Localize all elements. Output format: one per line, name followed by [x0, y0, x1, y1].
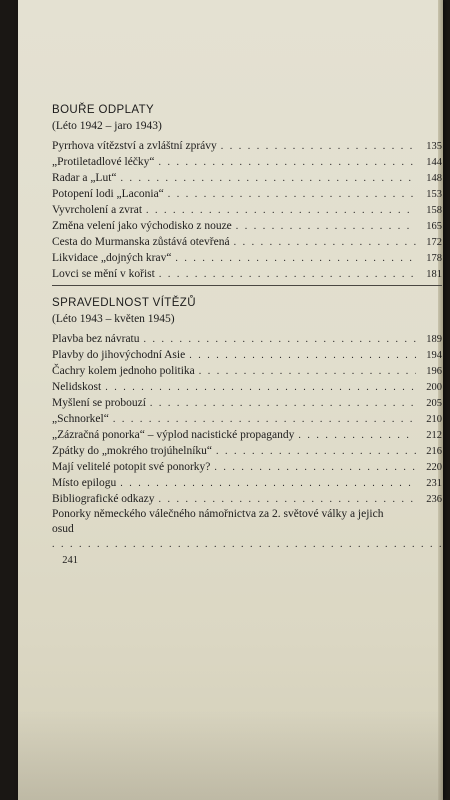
- toc-entry: [52, 379, 442, 395]
- page-number: 231: [426, 478, 442, 489]
- entry-title: Změna velení jako východisko z nouze: [52, 220, 232, 232]
- toc-entry: [52, 186, 442, 202]
- section-subtitle: (Léto 1942 – jaro 1943): [52, 120, 162, 132]
- toc-entry: [52, 427, 442, 443]
- dot-leader: [159, 492, 416, 508]
- page-number: 220: [426, 462, 442, 473]
- page-number: 135: [426, 141, 442, 152]
- page-number: 216: [426, 446, 442, 457]
- toc-entry: [52, 395, 442, 411]
- page-number: 196: [426, 366, 442, 377]
- dot-leader: [168, 187, 416, 203]
- section-subtitle: (Léto 1943 – květen 1945): [52, 313, 175, 325]
- page-number: 200: [426, 382, 442, 393]
- section-title: BOUŘE ODPLATY: [52, 104, 155, 116]
- dot-leader: [144, 332, 417, 348]
- toc-entry: [52, 331, 442, 347]
- dot-leader: [175, 251, 416, 267]
- entry-title: Pyrrhova vítězství a zvláštní zprávy: [52, 140, 217, 152]
- toc-entry: [52, 507, 442, 569]
- dot-leader: [120, 476, 416, 492]
- page-number: 181: [426, 269, 442, 280]
- dot-leader: [150, 396, 416, 412]
- dot-leader: [121, 171, 417, 187]
- toc-entry: [52, 202, 442, 218]
- toc-entry: [52, 138, 442, 154]
- entry-title: Bibliografické odkazy: [52, 493, 155, 505]
- page-number: 165: [426, 221, 442, 232]
- toc-entry: [52, 170, 442, 186]
- page-number: 205: [426, 398, 442, 409]
- dot-leader: [221, 139, 416, 155]
- toc-entry: [52, 411, 442, 427]
- section-title: SPRAVEDLNOST VÍTĚZŮ: [52, 297, 196, 309]
- dot-leader: [189, 348, 416, 364]
- entry-title: Vyvrcholení a zvrat: [52, 204, 143, 216]
- page-number: 189: [426, 334, 442, 345]
- page-number: 178: [426, 253, 442, 264]
- entry-title: Myšlení se probouzí: [52, 397, 146, 409]
- page-number: 236: [426, 494, 442, 505]
- entry-title: Radar a „Lut“: [52, 172, 117, 184]
- entry-title: Mají velitelé potopit své ponorky?: [52, 461, 211, 473]
- page-number: 144: [426, 157, 442, 168]
- entry-title: Potopení lodi „Laconia“: [52, 188, 164, 200]
- dot-leader: [113, 412, 416, 428]
- toc-list: [52, 138, 442, 282]
- entry-title: Čachry kolem jednoho politika: [52, 365, 195, 377]
- page-number: 172: [426, 237, 442, 248]
- dot-leader: [146, 203, 416, 219]
- dot-leader: [216, 444, 416, 460]
- toc-entry: [52, 491, 442, 507]
- page-number: 153: [426, 189, 442, 200]
- toc-entry: [52, 234, 442, 250]
- dot-leader: [159, 155, 416, 171]
- dot-leader: [214, 460, 416, 476]
- dot-leader: [234, 235, 416, 251]
- toc-entry: [52, 266, 442, 282]
- entry-title: Plavby do jihovýchodní Asie: [52, 349, 186, 361]
- toc-entry: [52, 475, 442, 491]
- entry-title: „Protiletadlové léčky“: [52, 156, 155, 168]
- entry-title: „Schnorkel“: [52, 413, 109, 425]
- entry-title: Plavba bez návratu: [52, 333, 140, 345]
- page-number: 241: [62, 555, 78, 566]
- entry-title: Ponorky německého válečného námořnictva za 2. světové války a jejich osud: [52, 508, 384, 535]
- page-number: 148: [426, 173, 442, 184]
- book-page: [18, 0, 443, 800]
- toc-section-2: [52, 297, 442, 569]
- dot-leader: [105, 380, 416, 396]
- toc-list: [52, 331, 442, 569]
- entry-title: Likvidace „dojných krav“: [52, 252, 172, 264]
- toc-entry: [52, 363, 442, 379]
- entry-title: Lovci se mění v kořist: [52, 268, 155, 280]
- entry-title: Místo epilogu: [52, 477, 117, 489]
- dot-leader: [236, 219, 416, 235]
- dot-leader: [159, 267, 416, 283]
- dot-leader: [52, 537, 442, 553]
- entry-title: Zpátky do „mokrého trojúhelníku“: [52, 445, 213, 457]
- toc-entry: [52, 250, 442, 266]
- section-divider: [52, 285, 442, 286]
- page-shadow: [18, 710, 443, 800]
- dot-leader: [199, 364, 416, 380]
- toc-entry: [52, 218, 442, 234]
- page-number: 158: [426, 205, 442, 216]
- toc-entry: [52, 443, 442, 459]
- toc-entry: [52, 154, 442, 170]
- page-number: 194: [426, 350, 442, 361]
- dot-leader: [298, 428, 416, 444]
- entry-title: „Zázračná ponorka“ – výplod nacistické propagandy: [52, 429, 295, 441]
- entry-title: Cesta do Murmanska zůstává otevřená: [52, 236, 230, 248]
- toc-entry: [52, 459, 442, 475]
- page-number: 210: [426, 414, 442, 425]
- entry-title: Nelidskost: [52, 381, 102, 393]
- toc-entry: [52, 347, 442, 363]
- toc-section-1: [52, 104, 442, 282]
- page-number: 212: [426, 430, 442, 441]
